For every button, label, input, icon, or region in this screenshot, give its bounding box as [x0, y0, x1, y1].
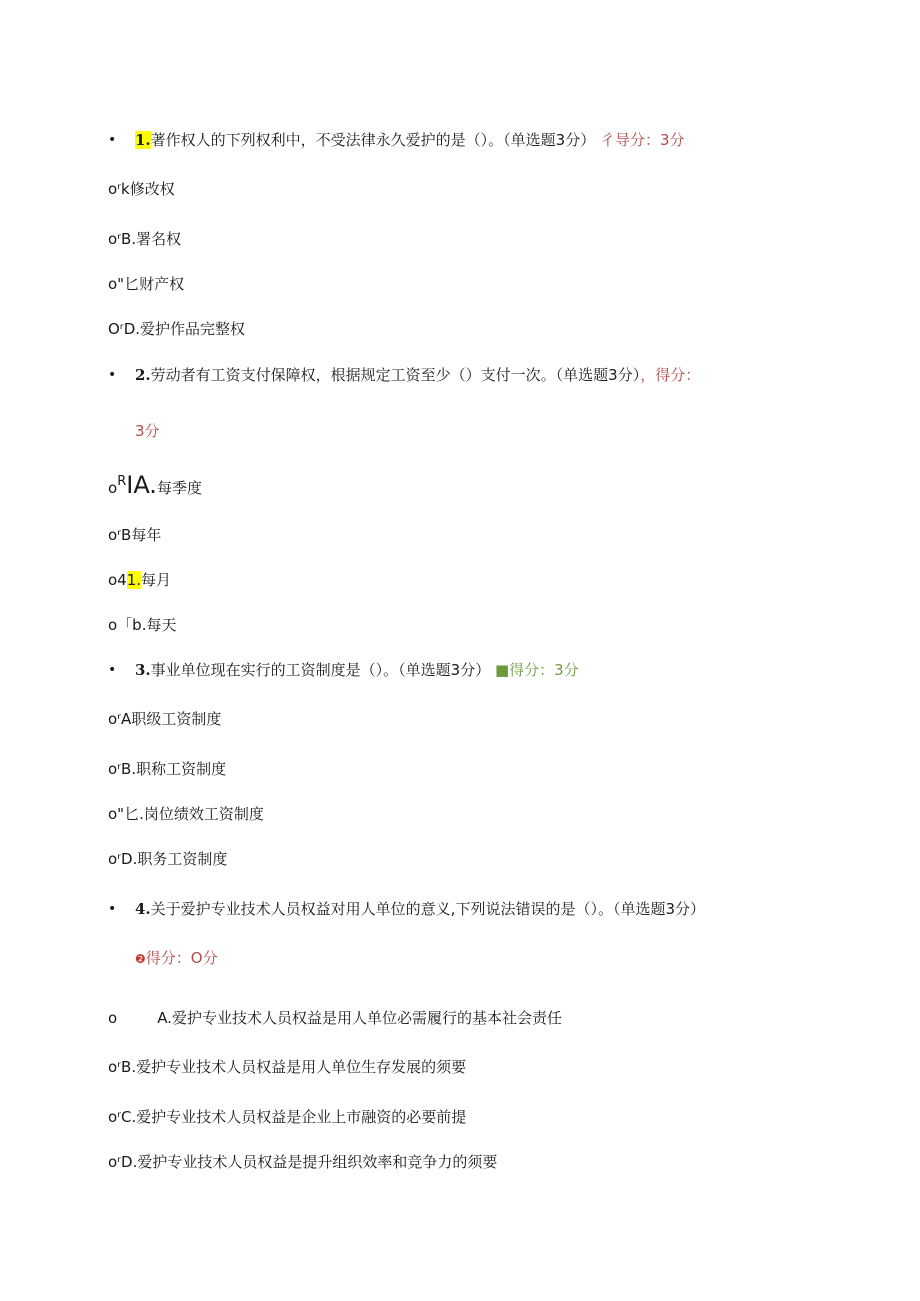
- option-3a[interactable]: oʳA职级工资制度: [108, 710, 222, 728]
- question-text: 著作权人的下列权利中，不受法律永久爱护的是（）。（单选题3分）: [150, 131, 596, 149]
- option-prefix: o: [108, 1009, 118, 1027]
- score-row: [135, 948, 218, 969]
- score-label: 得分：O分: [145, 949, 218, 967]
- option-2c[interactable]: [108, 570, 171, 590]
- bullet: •: [108, 132, 117, 148]
- option-letter: IA.: [126, 471, 157, 499]
- option-1b[interactable]: oʳB.署名权: [108, 230, 182, 248]
- question-4: [108, 899, 705, 919]
- option-3d[interactable]: oʳD.职务工资制度: [108, 850, 228, 868]
- option-prefix: o: [108, 479, 118, 497]
- question-2: [108, 365, 701, 385]
- option-text: A.爱护专业技术人员权益是用人单位必需履行的基本社会责任: [157, 1009, 562, 1027]
- option-text: 每月: [141, 571, 172, 589]
- question-text: 事业单位现在实行的工资制度是（）。（单选题3分）: [150, 661, 491, 679]
- bullet: •: [108, 901, 117, 917]
- option-1a[interactable]: oʳk修改权: [108, 180, 175, 198]
- option-2b[interactable]: oʳB每年: [108, 526, 162, 544]
- option-1c[interactable]: o"匕财产权: [108, 275, 185, 293]
- option-4a[interactable]: [108, 1008, 562, 1028]
- option-1d[interactable]: OʳD.爱护作品完整权: [108, 320, 246, 338]
- option-4c[interactable]: oʳC.爱护专业技术人员权益是企业上市融资的必要前提: [108, 1108, 467, 1126]
- score-value: 3分: [135, 422, 160, 440]
- score-label: ■得分：3分: [495, 661, 579, 679]
- option-prefix: o4: [108, 571, 127, 589]
- question-1: [108, 130, 685, 150]
- option-mark: R: [117, 474, 127, 489]
- question-number: 3.: [135, 661, 151, 679]
- option-2a[interactable]: [108, 472, 202, 498]
- bullet: •: [108, 662, 117, 678]
- wrong-icon: ❷: [135, 952, 146, 966]
- option-4b[interactable]: oʳB.爱护专业技术人员权益是用人单位生存发展的须要: [108, 1058, 467, 1076]
- question-number: 2.: [135, 366, 151, 384]
- score-label: ，得分：: [640, 366, 701, 384]
- question-number: 4.: [135, 900, 151, 918]
- option-3c[interactable]: o"匕.岗位绩效工资制度: [108, 805, 264, 823]
- option-3b[interactable]: oʳB.职称工资制度: [108, 760, 227, 778]
- question-number: 1.: [135, 131, 151, 149]
- option-2d[interactable]: o「b.每天: [108, 616, 177, 634]
- question-text: 劳动者有工资支付保障权，根据规定工资至少（）支付一次。（单选题3分）: [150, 366, 641, 384]
- option-letter: 1.: [126, 571, 142, 589]
- bullet: •: [108, 367, 117, 383]
- question-3: [108, 660, 579, 680]
- question-text: 关于爱护专业技术人员权益对用人单位的意义,下列说法错误的是（）。（单选题3分）: [150, 900, 705, 918]
- score-label: 彳导分：3分: [600, 131, 685, 149]
- option-4d[interactable]: oʳD.爱护专业技术人员权益是提升组织效率和竞争力的须要: [108, 1153, 498, 1171]
- option-text: 每季度: [156, 479, 202, 497]
